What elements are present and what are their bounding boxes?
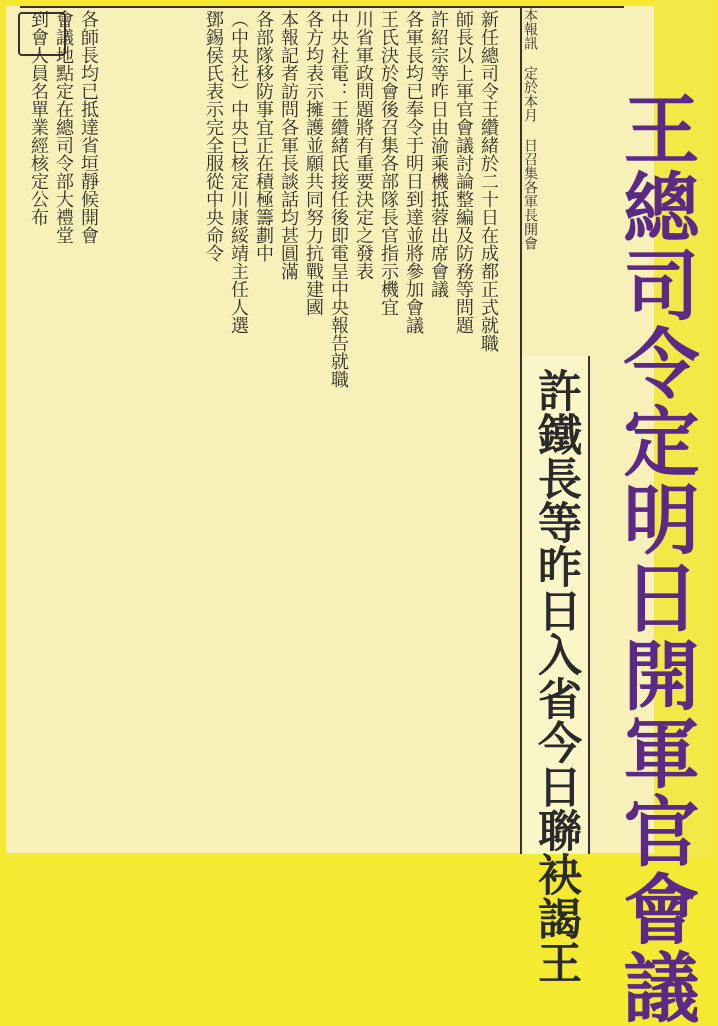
dateline: 本報訊 定於本月 日召集各軍長開會 bbox=[522, 8, 538, 250]
body-column-15: 到會人員名單業經核定公布 bbox=[28, 10, 49, 226]
body-column-8: 各方均表示擁護並願共同努力抗戰建國 bbox=[303, 10, 324, 316]
body-column-1: 新任總司令王纘緒於二十日在成都正式就職 bbox=[478, 10, 499, 352]
body-column-7: 中央社電：王纘緒氏接任後即電呈中央報告就職 bbox=[328, 10, 349, 388]
body-column-14: 會議地點定在總司令部大禮堂 bbox=[53, 10, 74, 244]
body-column-11: （中央社）中央已核定川康綏靖主任人選 bbox=[228, 10, 249, 334]
subheadline-box bbox=[520, 356, 590, 984]
body-column-9: 本報記者訪問各軍長談話均甚圓滿 bbox=[278, 10, 299, 280]
column-rule bbox=[520, 6, 522, 854]
body-column-10: 各部隊移防事宜正在積極籌劃中 bbox=[253, 10, 274, 262]
main-headline: 王總司令定明日開軍官會議 bbox=[611, 90, 700, 1026]
body-column-12: 鄧錫侯氏表示完全服從中央命令 bbox=[203, 10, 224, 262]
body-column-5: 王氏決於會後召集各部隊長官指示機宜 bbox=[378, 10, 399, 316]
body-column-6: 川省軍政問題將有重要決定之發表 bbox=[353, 10, 374, 280]
body-column-2: 師長以上軍官會議討論整編及防務等問題 bbox=[453, 10, 474, 334]
body-column-4: 各軍長均已奉令于明日到達並將參加會議 bbox=[403, 10, 424, 334]
body-column-13: 各師長均已抵達省垣靜候開會 bbox=[78, 10, 99, 244]
subheadline: 許鐵長等昨日入省今日聯袂謁王 bbox=[530, 368, 581, 984]
body-column-3: 許紹宗等昨日由渝乘機抵蓉出席會議 bbox=[428, 10, 449, 298]
top-rule bbox=[20, 6, 624, 8]
